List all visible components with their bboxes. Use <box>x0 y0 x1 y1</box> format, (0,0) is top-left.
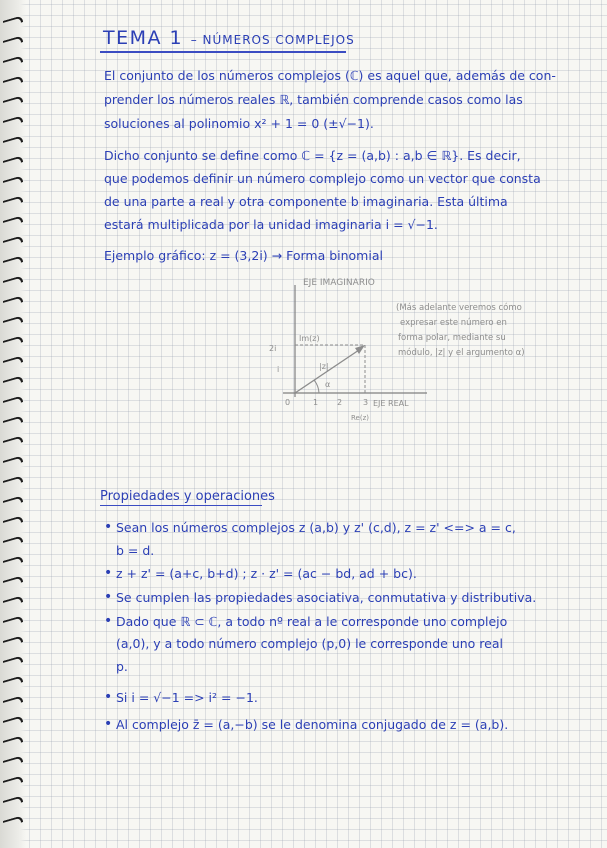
spiral-coil <box>3 215 23 228</box>
y-tick-2i: 2i <box>269 344 277 353</box>
intro-line: soluciones al polinomio x² + 1 = 0 (±√−1). <box>104 116 374 131</box>
spiral-coil <box>3 195 23 208</box>
y-axis-label: EJE IMAGINARIO <box>303 278 375 288</box>
intro-line: prender los números reales ℝ, también comprende casos como las <box>104 92 523 107</box>
section-title: Propiedades y operaciones <box>100 489 275 504</box>
spiral-coil <box>3 275 23 288</box>
angle-arc <box>314 380 319 393</box>
spiral-coil <box>3 155 23 168</box>
x-tick-1: 1 <box>313 398 319 407</box>
spiral-coil <box>3 755 23 768</box>
spiral-coil <box>3 35 23 48</box>
spiral-coil <box>3 495 23 508</box>
spiral-coil <box>3 55 23 68</box>
spiral-coil <box>3 655 23 668</box>
x-axis-label: EJE REAL <box>373 399 409 408</box>
definition-line: Dicho conjunto se define como ℂ = {z = (a,b) : a,b ∈ ℝ}. Es decir, <box>104 148 521 163</box>
spiral-coil <box>3 395 23 408</box>
definition-line: estará multiplicada por la unidad imaginaria i = √−1. <box>104 217 438 232</box>
modulus-label: |z| <box>319 362 329 371</box>
x-tick-2: 2 <box>337 398 343 407</box>
property-line: Dado que ℝ ⊂ ℂ, a todo nº real a le corresponde uno complejo <box>116 614 508 629</box>
bullet-dot: • <box>104 689 113 705</box>
spiral-coil <box>3 75 23 88</box>
spiral-coil <box>3 595 23 608</box>
spiral-coil <box>3 115 23 128</box>
example-label: Ejemplo gráfico: z = (3,2i) → Forma binomial <box>104 248 383 263</box>
property-line: b = d. <box>116 543 155 558</box>
spiral-coil <box>3 735 23 748</box>
intro-line: El conjunto de los números complejos (ℂ) es aquel que, además de con- <box>104 68 556 83</box>
origin-label: 0 <box>285 398 291 407</box>
spiral-coil <box>3 375 23 388</box>
spiral-coil <box>3 435 23 448</box>
spiral-coil <box>3 795 23 808</box>
spiral-coil <box>3 775 23 788</box>
property-line: Se cumplen las propiedades asociativa, conmutativa y distributiva. <box>116 590 537 605</box>
notebook-spiral <box>0 0 26 848</box>
spiral-coil <box>3 355 23 368</box>
note-line: (Más adelante veremos cómo <box>396 303 522 313</box>
im-label: Im(z) <box>299 334 320 343</box>
spiral-coil <box>3 675 23 688</box>
spiral-coil <box>3 335 23 348</box>
spiral-coil <box>3 235 23 248</box>
title-underline <box>100 51 346 53</box>
spiral-coil <box>3 535 23 548</box>
bullet-dot: • <box>104 716 113 732</box>
x-axis-sublabel: Re(z) <box>351 414 369 422</box>
spiral-coil <box>3 455 23 468</box>
note-line: expresar este número en <box>400 318 507 328</box>
spiral-coil <box>3 175 23 188</box>
property-line: p. <box>116 659 128 674</box>
spiral-coil <box>3 95 23 108</box>
bullet-dot: • <box>104 565 113 581</box>
spiral-coil <box>3 815 23 828</box>
title-sub: – NÚMEROS COMPLEJOS <box>190 33 355 47</box>
property-line: z + z' = (a+c, b+d) ; z · z' = (ac − bd, ad + bc). <box>116 566 417 581</box>
title-main: TEMA 1 <box>103 27 184 49</box>
spiral-coil <box>3 315 23 328</box>
spiral-coil <box>3 255 23 268</box>
spiral-coil <box>3 715 23 728</box>
note-line: forma polar, mediante su <box>398 333 506 343</box>
bullet-dot: • <box>104 519 113 535</box>
x-tick-3: 3 <box>363 398 369 407</box>
page-title <box>103 27 355 49</box>
angle-label: α <box>325 380 331 389</box>
spiral-coil <box>3 635 23 648</box>
y-tick-i: i <box>277 365 280 374</box>
vector-arrowhead <box>355 345 365 354</box>
section-underline <box>100 505 262 506</box>
spiral-coil <box>3 515 23 528</box>
spiral-coil <box>3 575 23 588</box>
bullet-dot: • <box>104 613 113 629</box>
spiral-coil <box>3 135 23 148</box>
spiral-coil <box>3 475 23 488</box>
property-line: Sean los números complejos z (a,b) y z' (c,d), z = z' <=> a = c, <box>116 520 516 535</box>
property-line: (a,0), y a todo número complejo (p,0) le corresponde uno real <box>116 636 503 651</box>
definition-line: que podemos definir un número complejo como un vector que consta <box>104 171 541 186</box>
property-line: Si i = √−1 => i² = −1. <box>116 690 258 705</box>
note-line: módulo, |z| y el argumento α) <box>398 348 525 358</box>
spiral-coil <box>3 555 23 568</box>
spiral-coil <box>3 415 23 428</box>
spiral-coil <box>3 615 23 628</box>
property-line: Al complejo z̄ = (a,−b) se le denomina conjugado de z = (a,b). <box>116 717 509 732</box>
spiral-coil <box>3 295 23 308</box>
bullet-dot: • <box>104 589 113 605</box>
spiral-coil <box>3 15 23 28</box>
spiral-coil <box>3 695 23 708</box>
definition-line: de una parte a real y otra componente b imaginaria. Esta última <box>104 194 508 209</box>
